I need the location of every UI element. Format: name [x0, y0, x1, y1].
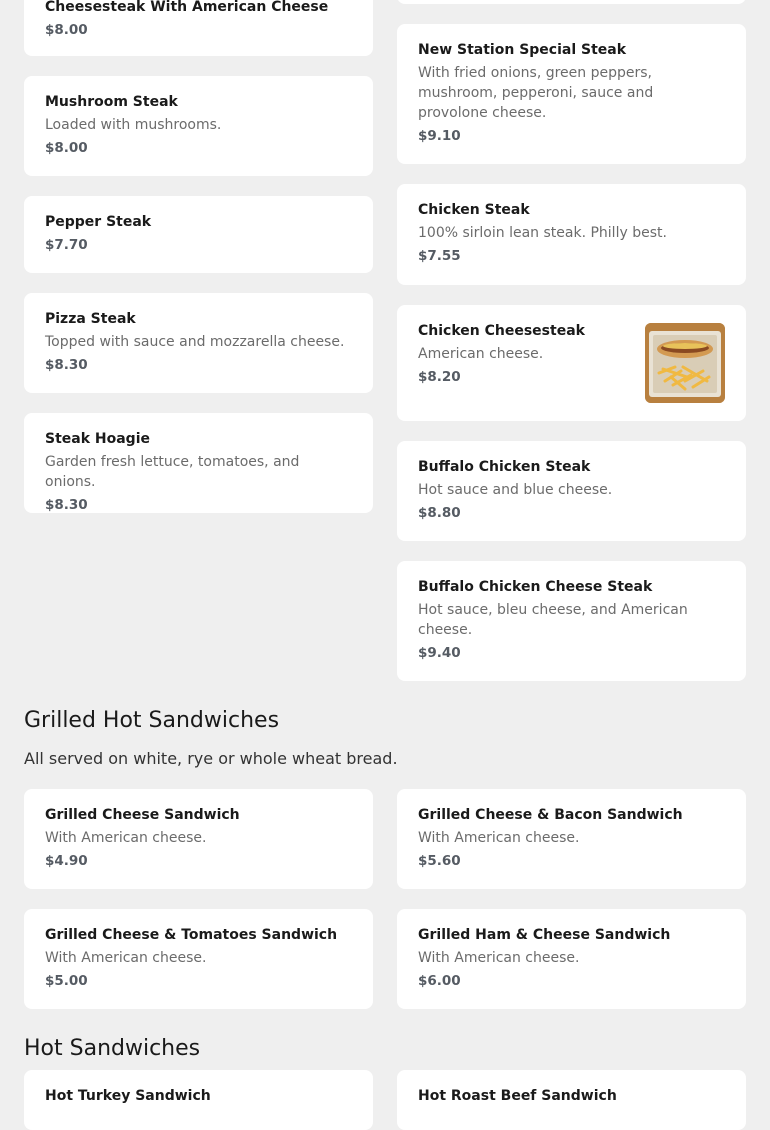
item-name: Chicken Steak: [418, 202, 530, 218]
section-subtitle-grilled: All served on white, rye or whole wheat bread.: [24, 749, 398, 768]
item-price: $8.80: [418, 505, 461, 521]
item-name: Grilled Cheese & Bacon Sandwich: [418, 807, 683, 823]
item-price: $5.60: [418, 853, 461, 869]
menu-item-buffalo-chicken-steak[interactable]: [397, 441, 746, 541]
menu-item-grilled-cheese-bacon[interactable]: [397, 789, 746, 889]
item-name: Grilled Cheese & Tomatoes Sandwich: [45, 927, 338, 943]
item-description: 100% sirloin lean steak. Philly best.: [418, 225, 667, 241]
menu-item-card[interactable]: [397, 0, 746, 4]
section-title-grilled: Grilled Hot Sandwiches: [24, 708, 280, 733]
menu-item-cheesesteak-american[interactable]: [24, 0, 373, 56]
item-name: Buffalo Chicken Cheese Steak: [418, 579, 653, 595]
item-price: $8.00: [45, 22, 88, 38]
item-name: New Station Special Steak: [418, 42, 627, 58]
item-price: $9.40: [418, 645, 461, 661]
item-description: Garden fresh lettuce, tomatoes, and onions.: [45, 454, 300, 490]
item-description: Hot sauce, bleu cheese, and American cheese.: [418, 602, 688, 638]
item-name: Steak Hoagie: [45, 431, 150, 447]
menu-item-new-station-special[interactable]: [397, 24, 746, 164]
item-description: Hot sauce and blue cheese.: [418, 482, 613, 498]
menu-item-hot-roast-beef[interactable]: [397, 1070, 746, 1130]
section-title-hot: Hot Sandwiches: [24, 1036, 201, 1061]
item-price: $6.00: [418, 973, 461, 989]
item-price: $8.30: [45, 497, 88, 513]
item-price: $5.00: [45, 973, 88, 989]
item-price: $7.70: [45, 237, 88, 253]
item-description: With American cheese.: [418, 950, 580, 966]
item-name: Cheesesteak With American Cheese: [45, 0, 329, 15]
menu-item-buffalo-chicken-cheese-steak[interactable]: [397, 561, 746, 681]
item-name: Hot Turkey Sandwich: [45, 1088, 211, 1104]
menu-item-steak-hoagie[interactable]: [24, 413, 373, 513]
menu-item-pizza-steak[interactable]: [24, 293, 373, 393]
item-description: American cheese.: [418, 346, 544, 362]
item-description: Topped with sauce and mozzarella cheese.: [45, 334, 345, 350]
item-price: $4.90: [45, 853, 88, 869]
item-name: Chicken Cheesesteak: [418, 323, 585, 339]
item-name: Grilled Cheese Sandwich: [45, 807, 240, 823]
menu-item-mushroom-steak[interactable]: [24, 76, 373, 176]
item-description: With American cheese.: [418, 830, 580, 846]
item-price: $9.10: [418, 128, 461, 144]
item-price: $8.20: [418, 369, 461, 385]
item-description: With American cheese.: [45, 830, 207, 846]
cheesesteak-with-fries-photo[interactable]: [645, 323, 725, 403]
item-name: Buffalo Chicken Steak: [418, 459, 591, 475]
menu-item-grilled-ham-cheese[interactable]: [397, 909, 746, 1009]
item-name: Pizza Steak: [45, 311, 136, 327]
item-description: With fried onions, green peppers, mushroom, pepperoni, sauce and provolone cheese.: [418, 65, 654, 121]
menu-item-chicken-steak[interactable]: [397, 184, 746, 285]
item-description: With American cheese.: [45, 950, 207, 966]
item-name: Pepper Steak: [45, 214, 152, 230]
item-price: $8.00: [45, 140, 88, 156]
item-price: $8.30: [45, 357, 88, 373]
item-name: Mushroom Steak: [45, 94, 178, 110]
menu-item-grilled-cheese-tomatoes[interactable]: [24, 909, 373, 1009]
menu-item-grilled-cheese[interactable]: [24, 789, 373, 889]
item-price: $7.55: [418, 248, 461, 264]
menu-item-chicken-cheesesteak[interactable]: [397, 305, 746, 421]
menu-item-pepper-steak[interactable]: [24, 196, 373, 273]
item-name: Hot Roast Beef Sandwich: [418, 1088, 617, 1104]
menu-item-hot-turkey[interactable]: [24, 1070, 373, 1130]
item-description: Loaded with mushrooms.: [45, 117, 222, 133]
item-name: Grilled Ham & Cheese Sandwich: [418, 927, 671, 943]
